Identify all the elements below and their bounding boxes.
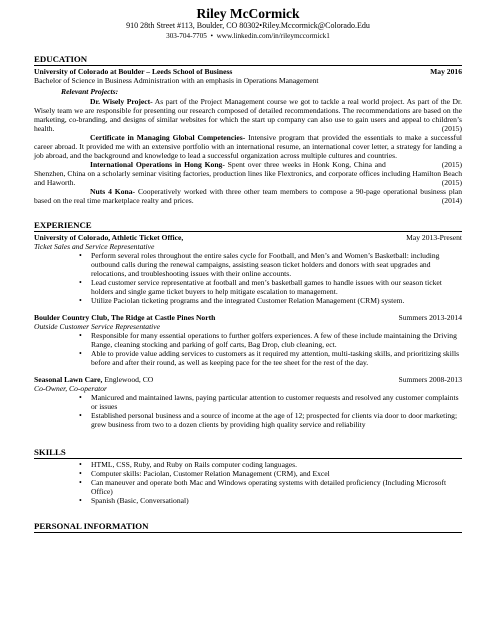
job-bullets [34, 331, 462, 367]
bullet-separator: • [208, 32, 215, 40]
graduation-date: May 2016 [430, 67, 462, 76]
project-year: (2015) [441, 160, 462, 169]
project-label: Nuts 4 Kona- [90, 187, 136, 196]
linkedin-link[interactable]: www.linkedin.com/in/rileymccormick1 [216, 32, 330, 40]
skill-item: • Can maneuver and operate both Mac and Windows operating systems with detailed proficiency (Including Microsoft Office) [91, 478, 462, 496]
skill-item: • HTML, CSS, Ruby, and Ruby on Rails computer coding languages. [91, 460, 462, 469]
education-school-row [34, 67, 462, 76]
projects-heading: Relevant Projects: [61, 87, 119, 96]
skill-item: • Spanish (Basic, Conversational) [91, 496, 462, 505]
job-bullet: • Lead customer service representative at football and men’s basketball games to handle issues with our season ticket holders and single game ticket buyers to help mitigate escalation to management. [91, 278, 462, 296]
job-bullets [34, 251, 462, 305]
contact-line [34, 31, 462, 41]
project-item [34, 187, 462, 205]
job-bullets [34, 393, 462, 429]
job-bullet: • Utilize Paciolan ticketing programs and the integrated Customer Relation Management (CRM) system. [91, 296, 462, 305]
job-organization: Seasonal Lawn Care, [34, 375, 103, 384]
job-bullet: • Manicured and maintained lawns, paying particular attention to customer requests and resolved any customer complaints or issues [91, 393, 462, 411]
job-org-wrap [34, 375, 153, 384]
job-role: Outside Customer Service Representative [34, 322, 161, 331]
section-divider [34, 532, 462, 533]
job-date: Summers 2013-2014 [398, 313, 462, 322]
phone: 303-704-7705 [166, 32, 207, 40]
address-line: 910 28th Street #113, Boulder, CO 80302•Riley.Mccormick@Colorado.Edu [126, 21, 370, 30]
project-label: International Operations in Hong Kong- [90, 160, 225, 169]
job-header-row [34, 233, 462, 242]
job-bullet: • Established personal business and a source of income at the age of 12; prospected for clients via door to door marketing; grew business from two to a dozen clients by providing high quality service and reliability [91, 411, 462, 429]
job-location: Englewood, CO [102, 375, 154, 384]
job-bullet: • Perform several roles throughout the entire sales cycle for Football, and Men’s and Women’s Basketball: including outbound calls during the renewal campaigns, assisting season ticket holders and donors with seat upgrades and relocations, and troubleshooting issues with their online accounts. [91, 251, 462, 278]
degree: Bachelor of Science in Business Administration with an emphasis in Operations Management [34, 76, 319, 85]
resume-page [34, 0, 462, 534]
candidate-name: Riley McCormick [196, 6, 300, 21]
job-bullet: • Able to provide value adding services to customers as it required my attention, multi-tasking skills, and prioritizing skills before and after their round, as well as keeping pace for the tee sheet for the rest of the day. [91, 349, 462, 367]
skill-item: • Computer skills: Paciolan, Customer Relation Management (CRM), and Excel [91, 469, 462, 478]
project-label: Certificate in Managing Global Competencies- [90, 133, 246, 142]
project-text: Cooperatively worked with three other team members to compose a 90-page operational business plan based on the real time marketplace realty and prices. [34, 187, 462, 205]
job-header-row [34, 375, 462, 384]
school-name: University of Colorado at Boulder – Leeds School of Business [34, 67, 233, 76]
job-organization: University of Colorado, Athletic Ticket Office, [34, 233, 184, 242]
education-heading: EDUCATION [34, 54, 88, 64]
experience-heading: EXPERIENCE [34, 220, 92, 230]
skills-heading: SKILLS [34, 447, 66, 457]
job-organization: Boulder Country Club, The Ridge at Castle Pines North [34, 313, 216, 322]
project-text: As part of the Project Management course we got to tackle a real world project. As part of the Dr. Wisely team we are responsible for presenting our research composed of detailed recommendations. The recommendations are based on the marketing, co-branding, and designs of similar websites for which the start up company can also use to gain users and appeal to children’s health. [34, 97, 463, 133]
job-role: Co-Owner, Co-operator [34, 384, 107, 393]
job-header-row [34, 313, 462, 322]
project-text: Intensive program that provided the essentials to make a successful career abroad. It provided me with an extensive portfolio with an international resume, an international cover letter, a strategy for landing a job abroad, and the background and knowledge to lead a successful organization across multiple cultures and countries. [34, 133, 462, 160]
project-year: (2015) [441, 178, 462, 187]
job-entry [34, 233, 462, 305]
job-date: May 2013-Present [406, 233, 462, 242]
section-divider [34, 458, 462, 459]
job-role: Ticket Sales and Service Representative [34, 242, 155, 251]
project-label: Dr. Wisely Project- [90, 97, 153, 106]
project-year: (2014) [441, 196, 462, 205]
job-entry [34, 313, 462, 367]
skills-list [34, 460, 462, 505]
job-date: Summers 2008-2013 [398, 375, 462, 384]
personal-info-heading: PERSONAL INFORMATION [34, 521, 149, 531]
section-divider [34, 231, 462, 232]
job-entry [34, 375, 462, 429]
section-divider [34, 65, 462, 66]
job-bullet: • Responsible for many essential operations to further golfers experiences. A few of these include maintaining the Driving Range, cleaning stocking and parking of golf carts, Bag Drop, club cleaning, ect. [91, 331, 462, 349]
project-item [34, 97, 462, 133]
project-year: (2015) [441, 124, 462, 133]
project-text: Spent over three weeks in Honk Kong, China and Shenzhen, China on a scholarly seminar visiting factories, production lines like Flextronics, and corporate offices including Hamilton Beach and Haworth. [34, 160, 462, 187]
